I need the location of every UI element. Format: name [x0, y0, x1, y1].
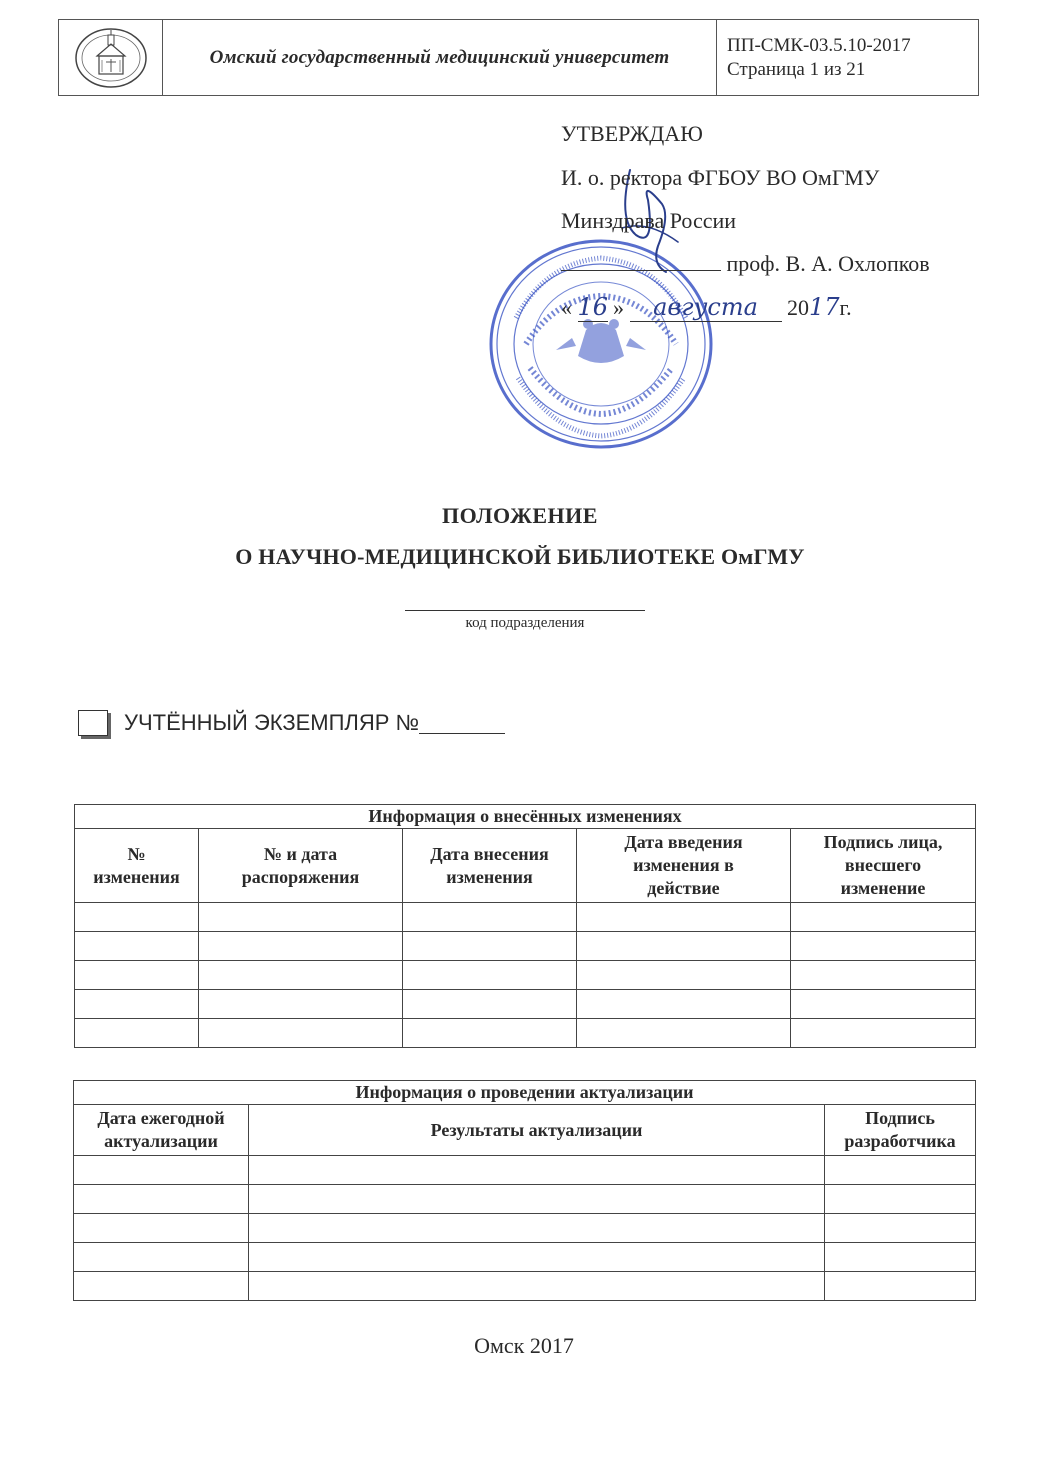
signer-line	[561, 251, 930, 277]
changes-header-number: № изменения	[75, 829, 199, 903]
signer-name: проф. В. А. Охлопков	[726, 251, 930, 276]
actualization-header-signature: Подпись разработчика	[825, 1105, 976, 1156]
table-row	[74, 1243, 976, 1272]
university-emblem-icon	[73, 26, 149, 90]
doc-code: ПП-СМК-03.5.10-2017	[727, 35, 911, 56]
department-code-caption: код подразделения	[465, 615, 585, 631]
approver-position-2: Минздрава России	[561, 208, 737, 233]
approval-day: 16	[577, 293, 609, 321]
table-row	[74, 1156, 976, 1185]
page-info: Страница 1 из 21	[727, 59, 866, 80]
changes-header-order: № и дата распоряжения	[199, 829, 403, 903]
approver-position-1: И. о. ректора ФГБОУ ВО ОмГМУ	[561, 165, 880, 190]
changes-header-signature: Подпись лица, внесшего изменение	[791, 829, 976, 903]
table-row	[74, 1185, 976, 1214]
actualization-header-results: Результаты актуализации	[249, 1105, 825, 1156]
table-row	[75, 903, 976, 932]
changes-header-effective-date: Дата введения изменения в действие	[577, 829, 791, 903]
table-row	[75, 932, 976, 961]
approval-year-prefix: 20	[787, 295, 809, 320]
changes-table	[74, 804, 976, 1048]
table-row	[74, 1214, 976, 1243]
table-row	[75, 990, 976, 1019]
doc-code-cell	[717, 20, 978, 95]
accounted-copy-label: УЧТЁННЫЙ ЭКЗЕМПЛЯР №	[124, 710, 420, 735]
accounted-copy	[78, 710, 505, 736]
changes-header-entry-date: Дата внесения изменения	[403, 829, 577, 903]
approval-year-suffix: 17	[809, 293, 840, 321]
changes-table-caption: Информация о внесённых изменениях	[75, 805, 976, 829]
document-header	[58, 19, 979, 96]
actualization-table	[73, 1080, 976, 1301]
accounted-copy-checkbox[interactable]	[78, 710, 108, 736]
copy-number-blank[interactable]	[419, 713, 505, 734]
actualization-header-date: Дата ежегодной актуализации	[74, 1105, 249, 1156]
approval-month: августа	[630, 293, 782, 322]
approval-date: « 16 » августа 2017г.	[561, 293, 852, 321]
table-row	[74, 1272, 976, 1301]
document-title: ПОЛОЖЕНИЕ	[442, 503, 598, 528]
department-code-blank	[405, 610, 645, 611]
actualization-table-caption: Информация о проведении актуализации	[74, 1081, 976, 1105]
approval-year-unit: г.	[839, 295, 852, 320]
city-year: Омск 2017	[474, 1333, 574, 1358]
approve-label: УТВЕРЖДАЮ	[561, 121, 703, 146]
document-subtitle: О НАУЧНО-МЕДИЦИНСКОЙ БИБЛИОТЕКЕ ОмГМУ	[235, 544, 805, 569]
table-row	[75, 1019, 976, 1048]
table-row	[75, 961, 976, 990]
university-logo	[59, 20, 163, 95]
org-name: Омский государственный медицинский университет	[163, 20, 717, 95]
signature-blank	[561, 270, 721, 271]
